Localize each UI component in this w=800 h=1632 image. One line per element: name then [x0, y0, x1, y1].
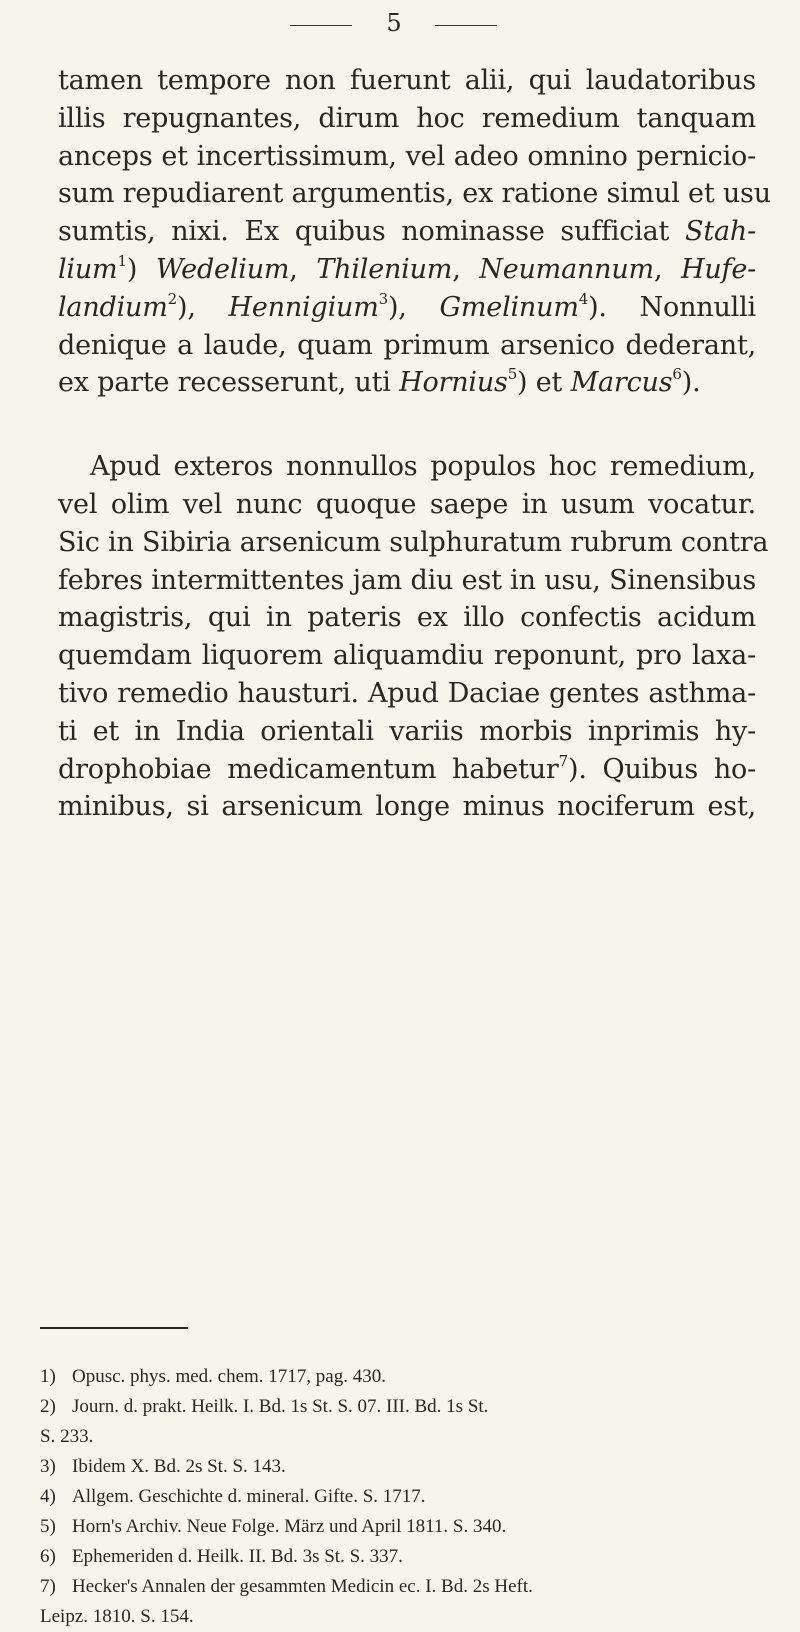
text-span: ). Nonnulli — [588, 291, 756, 323]
text-span: sumtis, nixi. Ex quibus nominasse sufficiat — [58, 216, 686, 248]
text-line — [58, 364, 756, 402]
header-rule-right — [435, 25, 497, 26]
text-line — [58, 289, 756, 327]
text-line: ti et in India orientali variis morbis inprimis hy- — [58, 715, 756, 747]
text-span: ), — [176, 291, 229, 323]
footnote-text: Ibidem X. Bd. 2s St. S. 143. — [72, 1456, 286, 1477]
author-name: Stah- — [685, 216, 756, 248]
paragraph-gap — [58, 402, 756, 448]
text-span: , — [289, 253, 317, 285]
footnote-ref: 1 — [117, 251, 127, 270]
footnote-text: Hecker's Annalen der gesammten Medicin ec. I. Bd. 2s Heft. — [72, 1576, 533, 1597]
text-line: tamen tempore non fuerunt alii, qui laudatoribus — [58, 65, 756, 96]
text-line — [58, 448, 756, 486]
footnotes — [40, 1362, 765, 1632]
footnote-ref: 5 — [507, 365, 518, 384]
author-name: Hufe- — [681, 253, 757, 285]
paragraph-2 — [58, 448, 769, 826]
text-line: Sic in Sibiria arsenicum sulphuratum rubrum contra — [58, 526, 769, 558]
running-header — [0, 8, 800, 38]
text-line: febres intermittentes jam diu est in usu, Sinensibus — [58, 564, 756, 596]
author-name: Thilenium — [316, 253, 453, 285]
author-name: landium — [58, 291, 168, 323]
author-name: Neumannum — [479, 253, 654, 285]
footnote-ref: 6 — [672, 365, 682, 384]
text-span: ) et — [517, 367, 571, 399]
footnote — [40, 1512, 765, 1542]
footnote-text: Horn's Archiv. Neue Folge. März und April 1811. S. 340. — [72, 1516, 507, 1537]
text-line — [58, 251, 756, 289]
footnote-ref: 4 — [578, 289, 589, 308]
text-line — [58, 213, 756, 251]
text-line: vel olim vel nunc quoque saepe in usum vocatur. — [58, 488, 756, 520]
footnote-ref: 3 — [378, 289, 388, 308]
footnote-number: 1) — [40, 1366, 56, 1387]
paragraph-1 — [58, 62, 771, 402]
footnote-continuation: S. 233. — [40, 1426, 94, 1447]
footnote-text: Journ. d. prakt. Heilk. I. Bd. 1s St. S. 07. III. Bd. 1s St. — [72, 1396, 489, 1417]
footnote-number: 6) — [40, 1546, 56, 1567]
text-line: quemdam liquorem aliquamdiu reponunt, pro laxa- — [58, 640, 756, 672]
text-span: , — [653, 253, 682, 285]
author-name: Wedelium — [155, 253, 290, 285]
text-span: ), — [387, 291, 440, 323]
footnote-number: 4) — [40, 1486, 56, 1507]
author-name: Hennigium — [228, 291, 379, 323]
text-span: drophobiae medicamentum habetur — [58, 753, 559, 785]
footnote-text: Ephemeriden d. Heilk. II. Bd. 3s St. S. 337. — [72, 1546, 403, 1567]
text-line: sum repudiarent argumentis, ex ratione simul et usu — [58, 178, 771, 210]
footnote — [40, 1572, 765, 1602]
footnote — [40, 1362, 765, 1392]
footnote-ref: 2 — [167, 289, 177, 308]
footnote — [40, 1392, 765, 1422]
footnote-ref: 7 — [558, 751, 568, 770]
footnote-separator — [40, 1327, 188, 1329]
text-span: ex parte recesserunt, uti — [58, 367, 400, 399]
author-name: Marcus — [570, 367, 673, 399]
text-line: magistris, qui in pateris ex illo confectis acidum — [58, 602, 756, 634]
text-line: tivo remedio hausturi. Apud Daciae gentes asthma- — [58, 677, 756, 709]
footnote-number: 7) — [40, 1576, 56, 1597]
footnote — [40, 1482, 765, 1512]
footnote-number: 5) — [40, 1516, 56, 1537]
footnote-number: 3) — [40, 1456, 56, 1477]
footnote-text: Allgem. Geschichte d. mineral. Gifte. S. 1717. — [72, 1486, 426, 1507]
text-line: anceps et incertissimum, vel adeo omnino pernicio- — [58, 140, 756, 172]
body-text — [58, 62, 771, 826]
text-line — [58, 751, 756, 789]
text-line: denique a laude, quam primum arsenico dederant, — [58, 329, 756, 361]
footnote-text: Opusc. phys. med. chem. 1717, pag. 430. — [72, 1366, 386, 1387]
text-span: ) — [126, 253, 156, 285]
footnote — [40, 1542, 765, 1572]
text-span: , — [452, 253, 480, 285]
footnote-number: 2) — [40, 1396, 56, 1417]
text-line: minibus, si arsenicum longe minus nociferum est, — [58, 791, 756, 823]
header-rule-left — [290, 25, 352, 26]
author-name: Hornius — [399, 367, 508, 399]
text-span: ). Quibus ho- — [567, 753, 756, 785]
footnote-continuation: Leipz. 1810. S. 154. — [40, 1606, 194, 1627]
author-name: Gmelinum — [439, 291, 579, 323]
text-line: illis repugnantes, dirum hoc remedium tanquam — [58, 102, 756, 134]
footnote — [40, 1452, 765, 1482]
author-name: lium — [58, 253, 118, 285]
text-span: ). — [681, 367, 701, 399]
text-span: Apud exteros nonnullos populos hoc remedium, — [90, 451, 756, 483]
page-number: 5 — [386, 9, 402, 37]
